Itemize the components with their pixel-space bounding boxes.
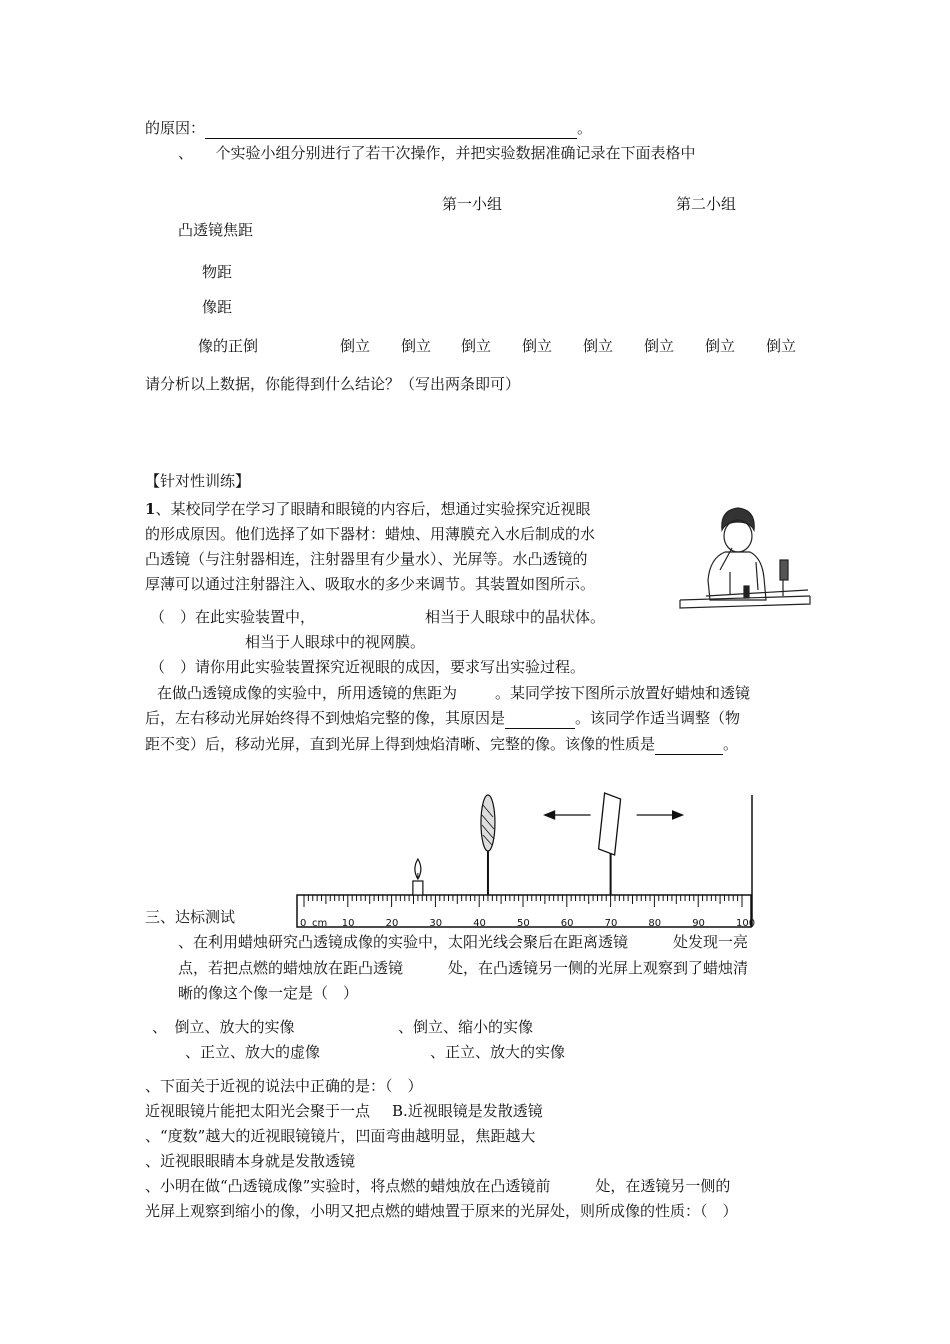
training-q1a: （ ）在此实验装置中， 相当于人眼球中的晶状体。 (150, 608, 606, 626)
row-image-orientation: 像的正倒 (198, 337, 259, 355)
ruler-label: 10 (341, 918, 355, 929)
ruler-label: 40 (473, 918, 486, 929)
training-q2-line2: 后，左右移动光屏始终得不到烛焰完整的像，其原因是 。该同学作适当调整（物 (145, 709, 741, 727)
reason-line: 的原因： 。 (145, 119, 593, 137)
training-q1-line3: 凸透镜（与注射器相连，注射器里有少量水）、光屏等。水凸透镜的 (145, 550, 588, 568)
ruler-unit-label: cm (312, 918, 328, 929)
orientation-cell: 倒立 (340, 337, 371, 355)
training-q1-line2: 的形成原因。他们选择了如下器材：蜡烛、用薄膜充入水后制成的水 (145, 525, 596, 543)
ruler-label: 70 (604, 918, 618, 929)
ruler-label: 80 (648, 918, 662, 929)
record-instruction: 、 个实验小组分别进行了若干次操作，并把实验数据准确记录在下面表格中 (178, 144, 696, 162)
orientation-cell: 倒立 (461, 337, 492, 355)
test-q2-option-d: 、近视眼眼睛本身就是发散透镜 (145, 1152, 356, 1170)
training-q2-line3: 距不变）后，移动光屏，直到光屏上得到烛焰清晰、完整的像。该像的性质是 。 (145, 735, 739, 753)
training-q1-line4: 厚薄可以通过注射器注入、吸取水的多少来调节。其装置如图所示。 (145, 575, 596, 593)
answer-blank[interactable] (655, 738, 723, 755)
answer-blank[interactable] (205, 122, 577, 139)
experiment-illustration (670, 500, 820, 612)
test-q2-option-c: 、“度数”越大的近视眼镜镜片，凹面弯曲越明显，焦距越大 (145, 1127, 536, 1145)
training-q1b: 相当于人眼球中的视网膜。 (245, 633, 426, 651)
group1-header: 第一小组 (442, 195, 503, 213)
ruler-label: 90 (692, 918, 705, 929)
optical-bench-diagram (290, 790, 760, 940)
test-q1-line1: 、在利用蜡烛研究凸透镜成像的实验中，太阳光线会聚后在距离透镜 处发现一亮 (178, 933, 749, 951)
ruler-label: 0 (300, 918, 307, 929)
training-heading: 【针对性训练】 (145, 472, 251, 490)
test-q1-line2: 点，若把点燃的蜡烛放在距凸透镜 处，在凸透镜另一侧的光屏上观察到了蜡烛清 (178, 959, 749, 977)
test-q1-option-c: 、正立、放大的虚像 (185, 1043, 321, 1061)
test-q3-line1: 、小明在做“凸透镜成像”实验时，将点燃的蜡烛放在凸透镜前 处，在透镜另一侧的 (145, 1177, 731, 1195)
orientation-cell: 倒立 (644, 337, 675, 355)
orientation-cell: 倒立 (583, 337, 614, 355)
ruler-label: 20 (385, 918, 399, 929)
row-object-distance: 物距 (202, 263, 233, 281)
test-q1-line3: 晰的像这个像一定是（ ） (178, 984, 359, 1002)
training-q1-line1: 1、某校同学在学习了眼睛和眼镜的内容后，想通过实验探究近视眼 (145, 500, 591, 518)
test-q2-option-a: 近视眼镜片能把太阳光会聚于一点 B.近视眼镜是发散透镜 (145, 1102, 543, 1120)
orientation-cell: 倒立 (401, 337, 432, 355)
row-image-distance: 像距 (202, 298, 233, 316)
test-heading: 三、达标测试 (145, 908, 236, 926)
light-screen (545, 793, 683, 895)
ruler-label: 60 (560, 918, 574, 929)
ruler-label: 50 (517, 918, 530, 929)
analysis-question: 请分析以上数据，你能得到什么结论？（写出两条即可） (145, 375, 521, 393)
orientation-cell: 倒立 (766, 337, 797, 355)
training-q2-line1: 在做凸透镜成像的实验中，所用透镜的焦距为 。某同学按下图所示放置好蜡烛和透镜 (157, 684, 751, 702)
candle (413, 859, 423, 895)
row-focal-length: 凸透镜焦距 (178, 221, 254, 239)
answer-blank[interactable] (505, 712, 575, 729)
test-q1-option-b: 、倒立、缩小的实像 (398, 1018, 534, 1036)
group2-header: 第二小组 (676, 195, 737, 213)
orientation-cell: 倒立 (522, 337, 553, 355)
ruler-label: 100 (736, 918, 756, 929)
ruler-label: 30 (429, 918, 443, 929)
orientation-cell: 倒立 (705, 337, 736, 355)
test-q1-option-d: 、正立、放大的实像 (430, 1043, 566, 1061)
test-q2: 、下面关于近视的说法中正确的是：（ ） (145, 1077, 423, 1095)
test-q3-line2: 光屏上观察到缩小的像，小明又把点燃的蜡烛置于原来的光屏处，则所成像的性质：（ ） (145, 1202, 738, 1220)
convex-lens (481, 795, 495, 895)
test-q1-option-a: 、 倒立、放大的实像 (152, 1018, 295, 1036)
training-q1c: （ ）请你用此实验装置探究近视眼的成因，要求写出实验过程。 (150, 658, 586, 676)
